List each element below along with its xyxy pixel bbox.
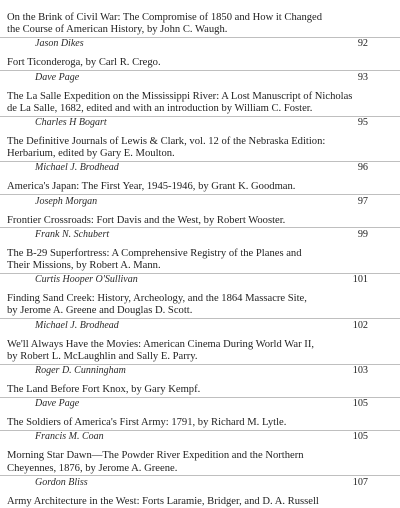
entry-title: Finding Sand Creek: History, Archeology, and the 1864 Massacre Site, by Jerome A. Greene and Douglas D. Scott.: [7, 293, 307, 317]
list-item: [0, 215, 400, 242]
list-item: [0, 450, 400, 489]
list-item: [0, 417, 400, 444]
entry-title: The Definitive Journals of Lewis & Clark, vol. 12 of the Nebraska Edition: Herbarium, edited by Gary E. Moulton.: [7, 136, 326, 160]
list-item: [0, 181, 400, 208]
list-item: [0, 248, 400, 287]
entry-title: The Land Before Fort Knox, by Gary Kempf.: [7, 384, 201, 396]
page-number: 103: [352, 365, 368, 377]
reviewer-row: [0, 70, 400, 84]
entry-title: We'll Always Have the Movies: American Cinema During World War II, by Robert L. McLaughlin and Sally E. Parry.: [7, 338, 314, 362]
page-number: 96: [357, 162, 368, 174]
reviewer-row: [0, 116, 400, 130]
reviewer-row: [0, 227, 400, 241]
entry-title: Fort Ticonderoga, by Carl R. Crego.: [7, 57, 161, 69]
reviewer-row: [0, 273, 400, 287]
page-number: 101: [352, 274, 368, 286]
page-number: 92: [357, 38, 368, 50]
entry-title: The B-29 Superfortress: A Comprehensive Registry of the Planes and Their Missions, by Robert A. Mann.: [7, 247, 302, 272]
entry-title: Frontier Crossroads: Fort Davis and the West, by Robert Wooster.: [7, 214, 286, 226]
list-item: [0, 12, 400, 51]
list-item: [0, 384, 400, 411]
reviewer-name: Francis M. Coan: [35, 431, 104, 443]
reviewer-name: Dave Page: [35, 71, 80, 83]
page-number: 97: [357, 195, 368, 207]
list-item: [0, 496, 400, 508]
reviewer-row: [0, 430, 400, 444]
page-number: 95: [357, 117, 368, 129]
list-item: [0, 136, 400, 175]
reviewer-name: Joseph Morgan: [35, 195, 98, 207]
entry-title: On the Brink of Civil War: The Compromise of 1850 and How it Changed the Course of American History, by John C. Waugh.: [7, 12, 323, 36]
reviewer-name: Gordon Bliss: [35, 476, 88, 488]
entry-title: Army Architecture in the West: Forts Laramie, Bridger, and D. A. Russell: [7, 495, 319, 507]
page-number: 93: [357, 71, 368, 83]
reviewer-row: [0, 364, 400, 378]
reviewer-row: [0, 397, 400, 411]
list-item: [0, 91, 400, 130]
reviewer-row: [0, 475, 400, 489]
reviewer-row: [0, 194, 400, 208]
reviewer-row: [0, 37, 400, 51]
page-number: 102: [352, 319, 368, 331]
entry-title: The Soldiers of America's First Army: 1791, by Richard M. Lytle.: [7, 417, 287, 429]
list-item: [0, 293, 400, 332]
reviewer-row: [0, 318, 400, 332]
entry-title: The La Salle Expedition on the Mississippi River: A Lost Manuscript of Nicholas de La Salle, 1682, edited and with an introduction by William C. Foster.: [7, 90, 353, 114]
page-number: 105: [352, 431, 368, 443]
entry-title: Morning Star Dawn—The Powder River Expedition and the Northern Cheyennes, 1876, by Jerome A. Greene.: [7, 450, 304, 474]
reviewer-name: Michael J. Brodhead: [35, 319, 119, 331]
reviewer-name: Roger D. Cunningham: [35, 365, 126, 377]
reviewer-name: Jason Dikes: [35, 38, 84, 50]
list-item: [0, 339, 400, 378]
reviewer-name: Michael J. Brodhead: [35, 162, 119, 174]
reviewer-name: Charles H Bogart: [35, 117, 107, 129]
page-number: 107: [352, 476, 368, 488]
reviewer-row: [0, 161, 400, 175]
review-list: [0, 12, 400, 508]
page-number: 99: [357, 228, 368, 240]
reviewer-name: Frank N. Schubert: [35, 228, 110, 240]
list-item: [0, 57, 400, 84]
reviewer-name: Dave Page: [35, 398, 80, 410]
reviewer-name: Curtis Hooper O'Sullivan: [35, 274, 138, 286]
entry-title: America's Japan: The First Year, 1945-1946, by Grant K. Goodman.: [7, 181, 296, 193]
page-number: 105: [352, 398, 368, 410]
